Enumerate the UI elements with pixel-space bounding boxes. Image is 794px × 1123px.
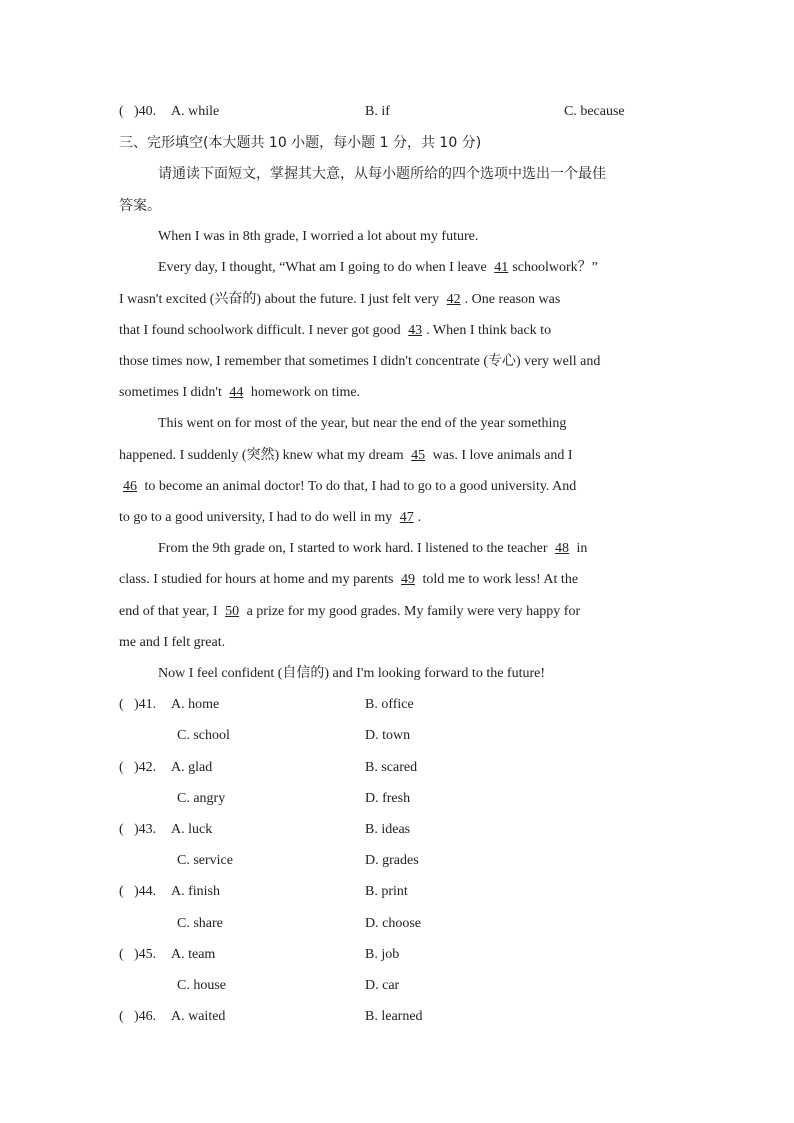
option-a: A. home [171, 697, 220, 712]
passage-line: From the 9th grade on, I started to work hard. I listened to the teacher 48 in [158, 541, 588, 556]
question-42: ( )42. A. glad B. scared [119, 758, 719, 778]
passage-line: happened. I suddenly (突然) knew what my dream 45 was. I love animals and I [119, 448, 573, 463]
question-40 [119, 102, 719, 122]
blank-47: 47 [399, 510, 414, 525]
option-a: A. team [171, 947, 216, 962]
option-b: B. print [365, 884, 408, 899]
option-c: C. service [177, 853, 233, 868]
question-41: ( )41. A. home B. office [119, 695, 719, 715]
answer-paren: ( [119, 104, 124, 119]
option-d: D. fresh [365, 791, 411, 806]
option-a: A. waited [171, 1009, 226, 1024]
instruction-line-2: 答案。 [119, 198, 161, 214]
passage-line: Every day, I thought, “What am I going to do when I leave 41 schoolwork？” [158, 260, 598, 275]
option-b: B. scared [365, 760, 418, 775]
option-b: B. ideas [365, 822, 411, 837]
passage-line: those times now, I remember that sometimes I didn't concentrate (专心) very well and [119, 354, 601, 369]
question-41-options-cd [119, 726, 719, 746]
option-a: A. while [171, 104, 220, 119]
section-title: 三、完形填空(本大题共 10 小题，每小题 1 分，共 10 分) [119, 135, 482, 151]
question-46: ( )46. A. waited B. learned [119, 1007, 719, 1027]
passage-line: This went on for most of the year, but near the end of the year something [158, 416, 567, 431]
passage-paragraph-1: When I was in 8th grade, I worried a lot about my future. [158, 229, 479, 244]
option-d: D. choose [365, 916, 421, 931]
option-b: B. if [365, 104, 390, 119]
option-c: C. house [177, 978, 226, 993]
question-45-options-cd [119, 976, 719, 996]
blank-49: 49 [401, 572, 415, 587]
option-a: A. luck [171, 822, 213, 837]
option-c: C. because [564, 104, 625, 119]
blank-48: 48 [555, 541, 570, 556]
question-number: )40. [134, 104, 157, 119]
passage-line: to go to a good university, I had to do well in my 47 . [119, 510, 422, 525]
option-b: B. learned [365, 1009, 423, 1024]
passage-paragraph-last: Now I feel confident (自信的) and I'm looking forward to the future! [158, 666, 546, 681]
question-44-options-cd [119, 914, 719, 934]
option-c: C. school [177, 728, 230, 743]
question-43: ( )43. A. luck B. ideas [119, 820, 719, 840]
question-45: ( )45. A. team B. job [119, 945, 719, 965]
option-a: A. finish [171, 884, 220, 899]
blank-42: 42 [446, 292, 461, 307]
option-b: B. office [365, 697, 414, 712]
blank-46: 46 [123, 479, 137, 494]
option-d: D. town [365, 728, 411, 743]
passage-line: end of that year, I 50 a prize for my good grades. My family were very happy for [119, 604, 581, 619]
blank-44: 44 [229, 385, 244, 400]
option-a: A. glad [171, 760, 213, 775]
passage-line: sometimes I didn't 44 homework on time. [119, 385, 361, 400]
passage-line: me and I felt great. [119, 635, 226, 650]
passage-line: that I found schoolwork difficult. I never got good 43 . When I think back to [119, 323, 552, 338]
passage-line: I wasn't excited (兴奋的) about the future. I just felt very 42 . One reason was [119, 292, 561, 307]
option-c: C. angry [177, 791, 226, 806]
blank-41: 41 [494, 260, 509, 275]
option-b: B. job [365, 947, 400, 962]
option-d: D. car [365, 978, 400, 993]
blank-50: 50 [225, 604, 240, 619]
option-c: C. share [177, 916, 223, 931]
option-d: D. grades [365, 853, 419, 868]
blank-45: 45 [411, 448, 426, 463]
passage-line: class. I studied for hours at home and my parents 49 told me to work less! At the [119, 572, 579, 587]
question-44: ( )44. A. finish B. print [119, 882, 719, 902]
instruction-line-1: 请通读下面短文，掌握其大意，从每小题所给的四个选项中选出一个最佳 [158, 166, 606, 182]
question-42-options-cd [119, 789, 719, 809]
passage-line: 46 to become an animal doctor! To do that, I had to go to a good university. And [119, 477, 674, 497]
blank-43: 43 [408, 323, 423, 338]
question-43-options-cd [119, 851, 719, 871]
